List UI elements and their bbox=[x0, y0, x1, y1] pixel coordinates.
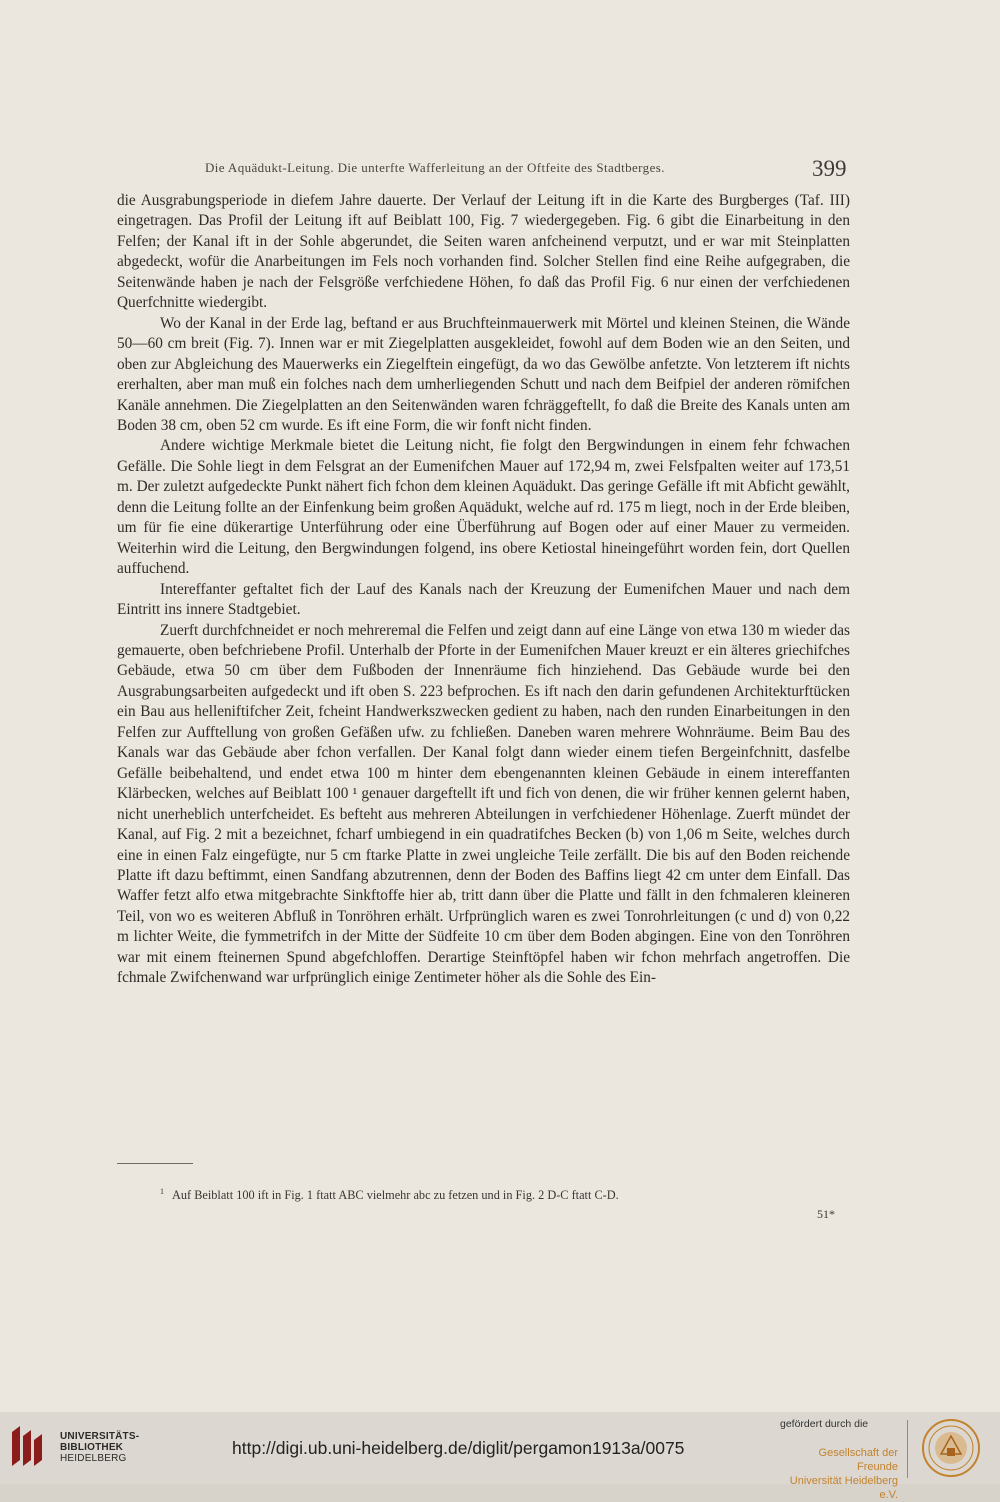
library-name-line: BIBLIOTHEK bbox=[60, 1442, 124, 1453]
footnote-text: Auf Beiblatt 100 ift in Fig. 1 ftatt ABC vielmehr abc zu fetzen und in Fig. 2 D-C ftatt C-D. bbox=[172, 1188, 619, 1203]
sponsor-name-line: Universität Heidelberg e.V. bbox=[789, 1475, 898, 1501]
footnote-divider bbox=[117, 1163, 193, 1164]
library-name bbox=[60, 1431, 139, 1464]
library-name-line: HEIDELBERG bbox=[60, 1453, 127, 1464]
sponsor-name bbox=[780, 1446, 898, 1502]
paragraph: Wo der Kanal in der Erde lag, beftand er aus Bruchfteinmauerwerk mit Mörtel und kleinen Steinen, die Wände 50—60 cm breit (Fig. 7). Innen war er mit Ziegelplatten ausgekleidet, fowohl auf dem Boden wie an den Seiten, und oben zur Abgleichung des Mauerwerks ein Ziegelftein eingefügt, da wo das Gewölbe anfetzte. Von letzterem ift nichts ererhalten, aber man muß ein folches nach dem umherliegenden Schutt und nach dem Beifpiel der anderen römifchen Kanäle annehmen. Die Ziegelplatten an den Seitenwänden waren fchräggeftellt, fo daß die Breite des Kanals unten am Boden 38 cm, oben 52 cm wurde. Es ift eine Form, die wir fonft nicht finden. bbox=[117, 314, 850, 434]
paragraph: Andere wichtige Merkmale bietet die Leitung nicht, fie folgt den Bergwindungen in einem fehr fchwachen Gefälle. Die Sohle liegt in dem Felsgrat an der Eumenifchen Mauer auf 172,94 m, zwei Felsfpalten weiter auf 173,51 m. Der zuletzt aufgedeckte Punkt nähert fich fchon dem kleinen Aquädukt. Das geringe Gefälle ift mit Abficht gewählt, denn die Leitung follte an der Einfenkung beim großen Aquädukt, welche auf rd. 175 m liegt, noch in der Erde bleiben, um für fie eine dükerartige Unterführung oder eine Überführung auf Bogen oder auf einer Mauer zu vermeiden. Weiterhin wird die Leitung, den Bergwindungen folgend, ins obere Ketiostal hineingeführt worden fein, dort Quellen auffuchend. bbox=[117, 437, 850, 578]
library-logo-icon bbox=[8, 1422, 54, 1470]
footer-divider bbox=[907, 1420, 908, 1478]
sponsor-name-line: Gesellschaft der Freunde bbox=[818, 1447, 898, 1473]
paragraph: Intereffanter geftaltet fich der Lauf des Kanals nach der Kreuzung der Eumenifchen Mauer und nach dem Eintritt ins innere Stadtgebiet. bbox=[117, 580, 850, 619]
running-head bbox=[0, 156, 1000, 186]
viewer-footer bbox=[0, 1412, 1000, 1501]
footnote bbox=[160, 1187, 619, 1203]
running-head-title: Die Aquädukt-Leitung. Die unterfte Wafferleitung an der Oftfeite des Stadtberges. bbox=[205, 160, 665, 175]
university-seal-icon bbox=[921, 1418, 981, 1478]
footnote-marker: 1 bbox=[160, 1187, 164, 1196]
page-number: 399 bbox=[812, 156, 847, 181]
body-text bbox=[117, 191, 850, 989]
printer-signature: 51* bbox=[817, 1207, 835, 1221]
paragraph: die Ausgrabungsperiode in diefem Jahre dauerte. Der Verlauf der Leitung ift in die Karte des Burgberges (Taf. III) eingetragen. Das Profil der Leitung ift auf Beiblatt 100, Fig. 7 wiedergegeben. Fig. 6 gibt die Einarbeitung in den Felfen; der Kanal ift in der Sohle abgerundet, die Seiten waren anfcheinend verputzt, und er war mit Steinplatten abgedeckt, wofür die Anarbeitungen im Fels noch vorhanden find. Solcher Stellen find eine Reihe aufgegraben, die Seitenwände haben je nach der Felsgröße verfchiedene Höhen, fo daß das Profil Fig. 6 nur einen der verfchiedenen Querfchnitte wiedergibt. bbox=[117, 192, 850, 312]
supported-by-label: gefördert durch die bbox=[780, 1418, 869, 1430]
permalink-url[interactable]: http://digi.ub.uni-heidelberg.de/diglit/pergamon1913a/0075 bbox=[232, 1438, 685, 1458]
paragraph: Zuerft durchfchneidet er noch mehreremal die Felfen und zeigt dann auf eine Länge von etwa 130 m wieder das gemauerte, oben befchriebene Profil. Unterhalb der Pforte in der Eumenifchen Mauer kreuzt er ein älteres griechifches Gebäude, etwa 50 cm über dem Fußboden der Innenräume fich hinziehend. Das Gebäude wurde bei den Ausgrabungsarbeiten aufgedeckt und ift oben S. 223 befprochen. Es ift nach den darin gefundenen Architekturftücken ein Bau aus helleniftifcher Zeit, fcheint Handwerkszwecken gedient zu haben, nach den runden Einarbeitungen in den Felfen zur Aufftellung von großen Gefäßen ufw. zu fchließen. Daneben waren mehrere Wohnräume. Beim Bau des Kanals war das Gebäude aber fchon verfallen. Der Kanal folgt dann wieder einem tiefen Bergeinfchnitt, dasfelbe Gefälle beibehaltend, und endet etwa 100 m hinter dem ebengenannten kleinen Gebäude in einem intereffanten Klärbecken, welches auf Beiblatt 100 ¹ genauer dargeftellt ift und fich von denen, die wir früher kennen gelernt haben, nicht unerheblich unterfcheidet. Es befteht aus mehreren Abteilungen in verfchiedener Höhenlage. Zuerft mündet der Kanal, auf Fig. 2 mit a bezeichnet, fcharf umbiegend in ein quadratifches Becken (b) von 1,06 m Seite, welches durch eine in einen Falz eingefügte, nur 5 cm ftarke Platte in zwei ungleiche Teile zerfällt. Die bis auf den Boden reichende Platte ift dazu beftimmt, einen Sandfang abzutrennen, denn der Boden des Baffins liegt 42 cm unter dem Einfall. Das Waffer fetzt alfo etwa mitgebrachte Sinkftoffe hier ab, tritt dann über die Platte und fällt in den fchmaleren kleineren Teil, von wo es weiteren Abfluß in Tonröhren erhält. Urfprünglich waren es zwei Tonrohrleitungen (c und d) von 0,22 m lichter Weite, die fymmetrifch in der Mitte der Südfeite 10 cm über dem Boden abgingen. Eine von den Tonröhren war mit einem fteinernen Spund abgefchloffen. Derartige Steinftöpfel haben wir fchon mehrfach angetroffen. Die fchmale Zwifchenwand war urfprünglich einige Zentimeter höher als die Sohle des Ein- bbox=[117, 621, 850, 987]
library-name-line: UNIVERSITÄTS- bbox=[60, 1431, 140, 1442]
